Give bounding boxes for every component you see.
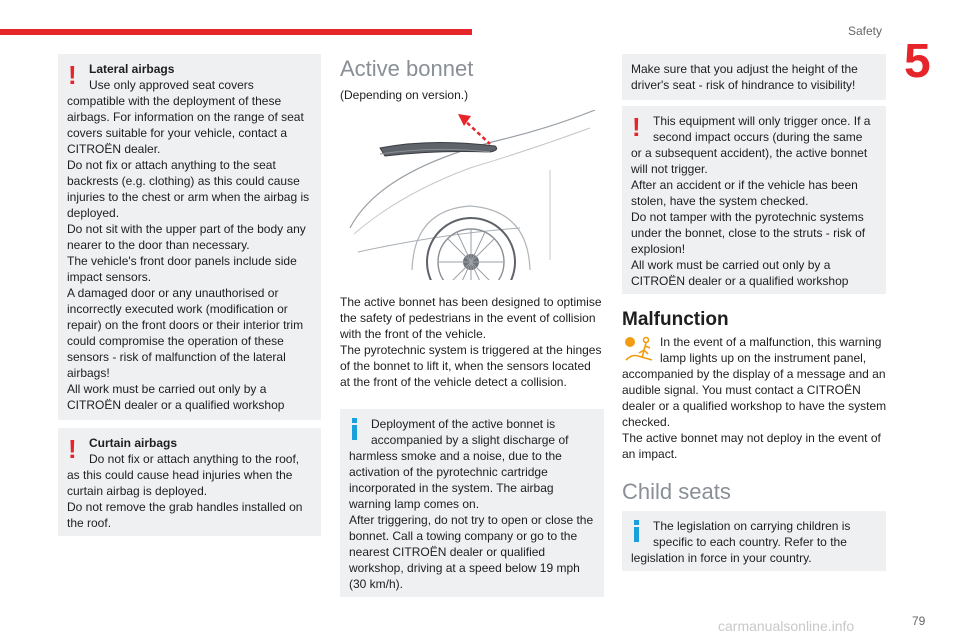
watermark: carmanualsonline.info (718, 618, 855, 634)
page-number: 79 (912, 614, 926, 628)
lateral-airbags-title: Lateral airbags (89, 62, 175, 76)
info-icon (352, 418, 357, 440)
info-icon (634, 520, 639, 542)
curtain-airbags-warning (58, 428, 321, 536)
pedestrian-warning-lamp-icon (624, 336, 654, 362)
curtain-airbags-title: Curtain airbags (89, 436, 178, 450)
malfunction-heading: Malfunction (622, 309, 729, 330)
active-bonnet-description: The active bonnet has been designed to optimise the safety of pedestrians in the event of collision with the front of the vehicle. The pyrotechnic system is triggered at the hinges of the bonnet to lift it, when the sensors located at the front of the vehicle detect a collision. (340, 295, 602, 389)
active-bonnet-warning-first: This equipment will only trigger once. If a second impact occurs (during the same (653, 114, 871, 144)
car-bonnet-illustration (340, 110, 600, 280)
warning-icon: ! (632, 112, 641, 142)
active-bonnet-info-body: harmless smoke and a noise, due to the activation of the pyrotechnic cartridge incorporated in the system. The airbag warning lamp comes on. After triggering, do not try to open or close the bonnet. Call a towing company or go to the nearest CITROËN dealer or qualified workshop, driving at a speed below 19 mph (30 km/h). (349, 449, 594, 591)
chapter-number: 5 (904, 35, 931, 88)
section-title: Safety (848, 24, 883, 38)
warning-icon: ! (68, 60, 77, 90)
lateral-airbags-first-line: Use only approved seat covers (89, 78, 254, 92)
lateral-airbags-warning (58, 54, 321, 420)
warning-icon: ! (68, 434, 77, 464)
active-bonnet-warning (622, 106, 886, 294)
header-accent-bar (0, 29, 472, 35)
curtain-airbags-first-line: Do not fix or attach anything to the roof, (89, 452, 300, 466)
child-seats-heading: Child seats (622, 479, 731, 504)
child-seats-info-body: legislation in force in your country. (631, 551, 812, 565)
version-note: (Depending on version.) (340, 88, 469, 102)
active-bonnet-info (340, 409, 604, 597)
seat-height-note-text: Make sure that you adjust the height of the driver's seat - risk of hindrance to visibility! (631, 62, 858, 92)
child-seats-info-first: The legislation on carrying children is specific to each country. Refer to the (653, 519, 851, 549)
active-bonnet-heading: Active bonnet (340, 56, 474, 81)
malfunction-first-line: In the event of a malfunction, this warning lamp lights up on the instrument panel, (660, 335, 882, 365)
lateral-airbags-body: compatible with the deployment of these airbags. For information on the range of seat covers suitable for your vehicle, contact a CITROËN dealer. Do not fix or attach anything to the seat backrests (e.g. clothing) as this could cause injuries to the chest or arm when the airbag is deployed. Do not sit with the upper part of the body any nearer to the door than necessary. The vehicle's front door panels include side impact sensors. A damaged door or any unauthorised or incorrectly executed work (modification or repair) on the front doors or their interior trim could compromise the operation of these sensors - risk of malfunction of the lateral airbags! All work must be carried out only by a CITROËN dealer or a qualified workshop (67, 94, 310, 412)
child-seats-info (622, 511, 886, 571)
seat-height-note (622, 54, 886, 100)
active-bonnet-warning-body: or a subsequent accident), the active bonnet will not trigger. After an accident or if the vehicle has been stolen, have the system checked. Do not tamper with the pyrotechnic systems under the bonnet, close to the struts - risk of explosion! All work must be carried out only by a CITROËN dealer or a qualified workshop (631, 146, 868, 288)
active-bonnet-info-first: Deployment of the active bonnet is accompanied by a slight discharge of (371, 417, 569, 447)
curtain-airbags-body: as this could cause head injuries when the curtain airbag is deployed. Do not remove the grab handles installed on the roof. (67, 468, 303, 530)
malfunction-body: accompanied by the display of a message and an audible signal. You must contact a CITROËN dealer or a qualified workshop to have the system checked. The active bonnet may not deploy in the event of an impact. (622, 367, 887, 461)
